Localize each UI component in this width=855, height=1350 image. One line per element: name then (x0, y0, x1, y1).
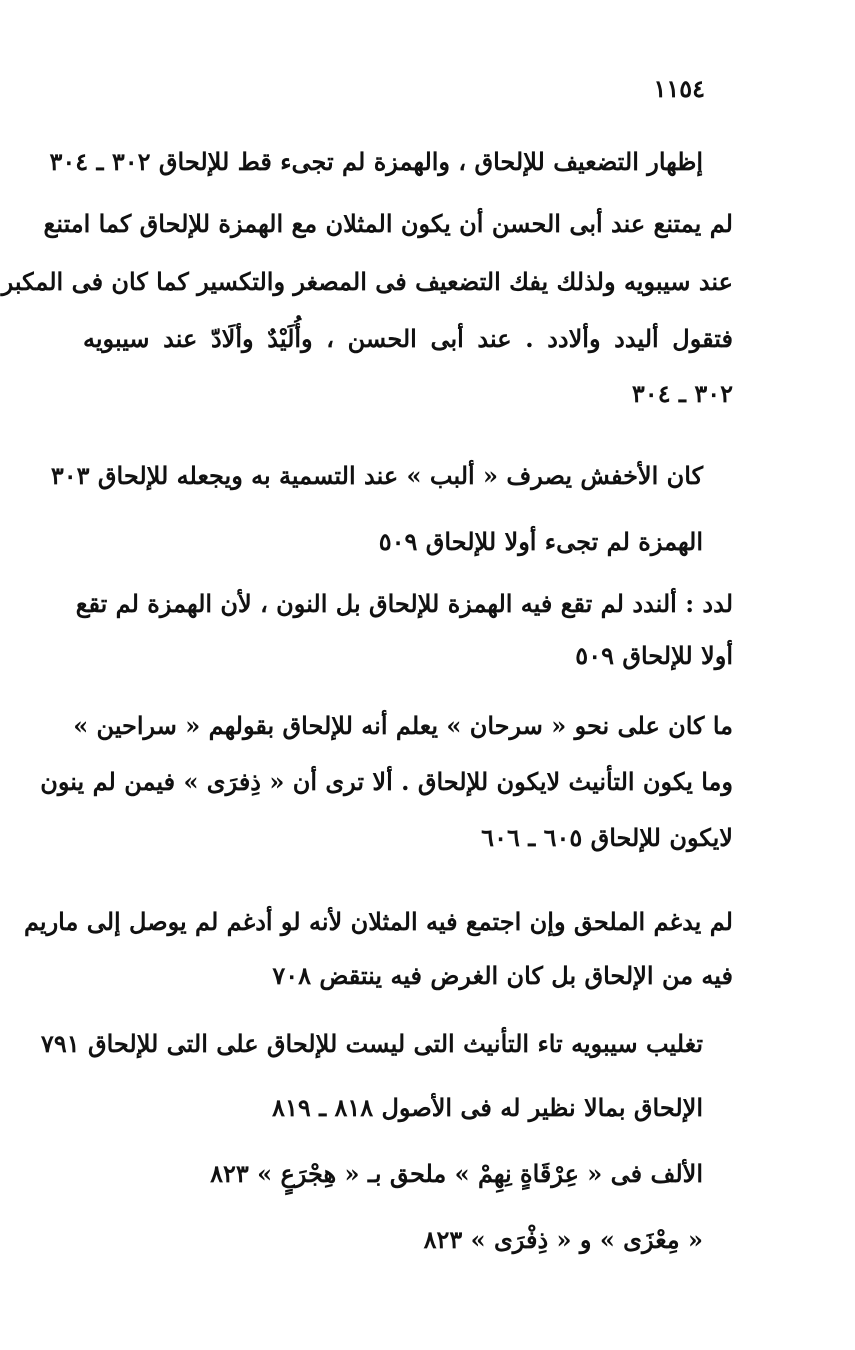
entry-6-line-3: لايكون للإلحاق ٦٠٥ ـ ٦٠٦ (481, 823, 733, 852)
entry-2-line-2: عند سيبويه ولذلك يفك التضعيف فى المصغر والتكسير كما كان فى المكبر (1, 267, 733, 296)
entry-4-line-1: الهمزة لم تجىء أولا للإلحاق ٥٠٩ (378, 527, 703, 556)
entry-3-line-1: كان الأخفش يصرف « ألبب » عند التسمية به ويجعله للإلحاق ٣٠٣ (50, 461, 703, 490)
entry-11-line-1: « مِعْزَى » و « ذِفْرَى » ٨٢٣ (423, 1225, 703, 1254)
entry-8-line-1: تغليب سيبويه تاء التأنيث التى ليست للإلحاق على التى للإلحاق ٧٩١ (40, 1029, 703, 1058)
entry-9-line-1: الإلحاق بمالا نظير له فى الأصول ٨١٨ ـ ٨١٩ (272, 1093, 703, 1122)
entry-7-line-1: لم يدغم الملحق وإن اجتمع فيه المثلان لأنه لو أدغم لم يوصل إلى ماريم (23, 907, 733, 936)
entry-2-line-3: فتقول أليدد وألادد . عند أبى الحسن ، وأُلَيْدٌ وألَادّ عند سيبويه (83, 324, 733, 353)
entry-5-line-2: أولا للإلحاق ٥٠٩ (575, 641, 733, 670)
page-number: ١١٥٤ (653, 74, 705, 103)
entry-6-line-2: وما يكون التأنيث لايكون للإلحاق . ألا ترى أن « ذِفرَى » فيمن لم ينون (40, 767, 733, 796)
entry-5-line-1: لدد : ألندد لم تقع فيه الهمزة للإلحاق بل النون ، لأن الهمزة لم تقع (75, 589, 733, 618)
entry-2-line-1: لم يمتنع عند أبى الحسن أن يكون المثلان مع الهمزة للإلحاق كما امتنع (43, 209, 733, 238)
entry-2-line-4: ٣٠٢ ـ ٣٠٤ (631, 379, 733, 408)
entry-10-line-1: الألف فى « عِرْقَاةٍ نِهِمْ » ملحق بـ « هِجْرَعٍ » ٨٢٣ (210, 1159, 703, 1188)
entry-6-line-1: ما كان على نحو « سرحان » يعلم أنه للإلحاق بقولهم « سراحين » (73, 711, 733, 740)
entry-7-line-2: فيه من الإلحاق بل كان الغرض فيه ينتقض ٧٠٨ (272, 961, 733, 990)
entry-1-line-1: إظهار التضعيف للإلحاق ، والهمزة لم تجىء قط للإلحاق ٣٠٢ ـ ٣٠٤ (49, 147, 703, 176)
